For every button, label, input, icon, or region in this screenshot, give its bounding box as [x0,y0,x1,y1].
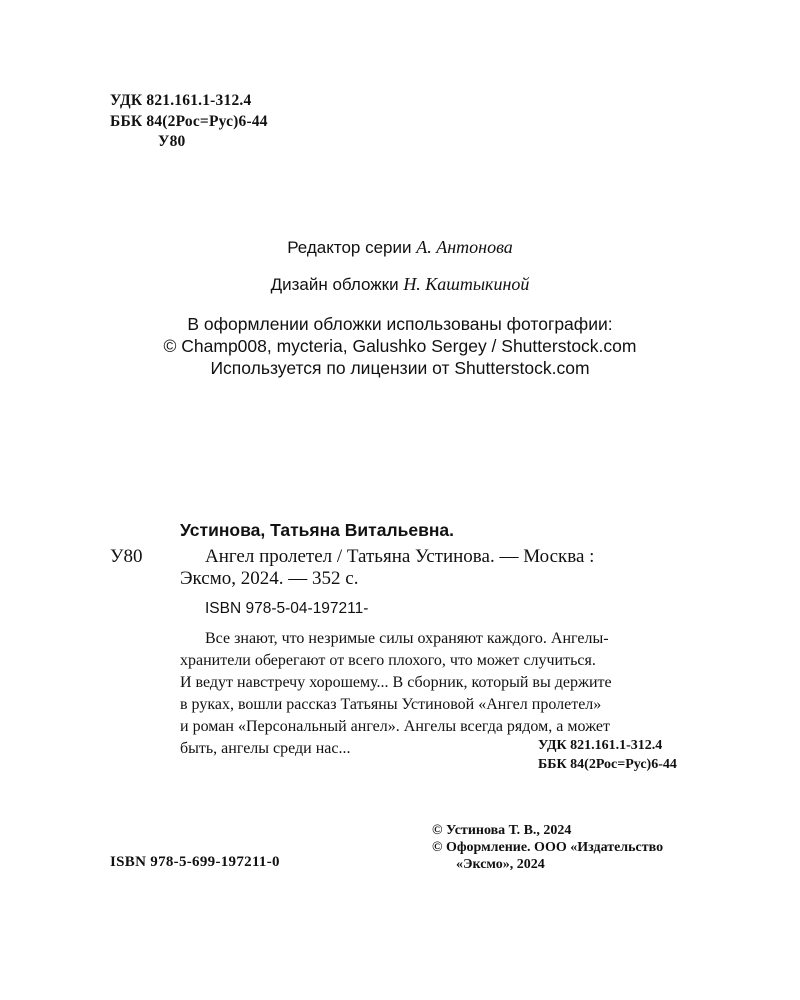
copyright-design: © Оформление. ООО «Издательство [432,840,664,855]
cover-designer-name: Н. Каштыкиной [403,274,530,294]
series-editor-label: Редактор серии [287,238,412,257]
annotation-line: Все знают, что незримые силы охраняют каждого. Ангелы- [205,630,609,647]
annotation-line: и роман «Персональный ангел». Ангелы всегда рядом, а может [180,718,611,735]
copyright-design-cont: «Эксмо», 2024 [456,857,545,872]
author-code-top: У80 [158,133,186,150]
annotation-line: быть, ангелы среди нас... [180,740,351,757]
isbn-main: ISBN 978-5-699-197211-0 [110,854,280,870]
photo-credit-line: © Champ008, mycteria, Galushko Sergey / Shutterstock.com [163,336,637,356]
author-code: У80 [110,546,143,567]
annotation-line: И ведут навстречу хорошему... В сборник, который вы держите [180,674,612,691]
cover-designer-label: Дизайн обложки [270,275,399,294]
udk-code-top: УДК 821.161.1-312.4 [110,92,252,109]
annotation-line: в руках, вошли рассказ Татьяны Устиновой «Ангел пролетел» [180,696,602,713]
cover-designer-credit [0,274,800,295]
bbk-code-bottom: ББК 84(2Рос=Рус)6-44 [538,757,677,772]
publication-statement: Эксмо, 2024. — 352 с. [180,568,359,589]
series-editor-credit [0,237,800,258]
copyright-author: © Устинова Т. В., 2024 [432,823,572,838]
photo-license-line: Используется по лицензии от Shutterstock.com [210,358,590,378]
series-editor-name: А. Антонова [416,237,513,257]
author-heading: Устинова, Татьяна Витальевна. [180,520,455,540]
title-statement: Ангел пролетел / Татьяна Устинова. — Москва : [205,546,595,567]
bbk-code-top: ББК 84(2Рос=Рус)6-44 [110,113,268,130]
annotation-line: хранители оберегают от всего плохого, что может случиться. [180,652,596,669]
photo-credit-line: В оформлении обложки использованы фотографии: [187,314,613,334]
udk-code-bottom: УДК 821.161.1-312.4 [538,738,663,753]
record-isbn: ISBN 978-5-04-197211- [205,600,369,617]
